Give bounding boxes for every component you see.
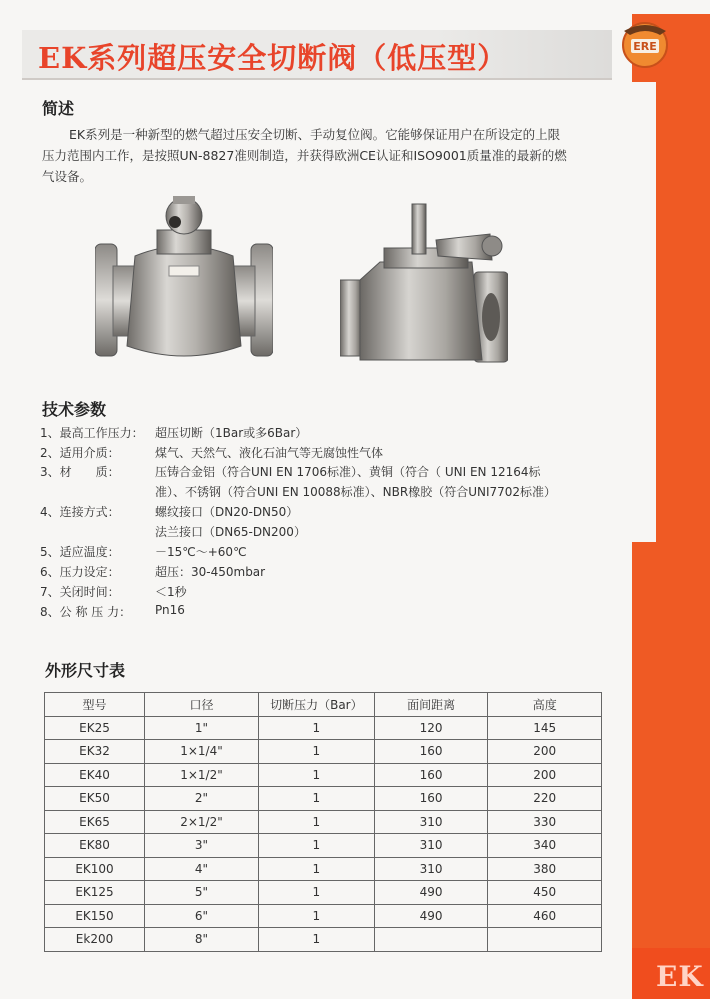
intro-text [42,124,622,187]
spec-label: 3、材 质： [40,465,120,479]
table-cell: 1 [258,904,374,928]
table-cell: 2×1/2" [145,810,259,834]
spec-label: 5、适应温度： [40,545,120,559]
table-cell: 1 [258,787,374,811]
column-header: 型号 [45,693,145,717]
column-header: 面间距离 [374,693,488,717]
table-row [45,763,602,787]
table-cell: EK150 [45,904,145,928]
column-header: 切断压力（Bar） [258,693,374,717]
table-row [45,810,602,834]
table-cell: 1 [258,763,374,787]
page-title: EK系列超压安全切断阀（低压型） [38,41,508,75]
table-cell: Ek200 [45,928,145,952]
intro-line: EK系列是一种新型的燃气超过压安全切断、手动复位阀。它能够保证用户在所设定的上限 [69,127,561,142]
table-cell: 310 [374,810,488,834]
table-header-row [45,693,602,717]
table-cell: 145 [488,716,602,740]
dimensions-table [44,692,602,952]
table-cell: 490 [374,904,488,928]
spec-value: 法兰接口（DN65-DN200） [155,525,306,539]
spec-label: 2、适用介质： [40,446,120,460]
table-row [45,857,602,881]
table-row [45,834,602,858]
table-cell: EK100 [45,857,145,881]
table-cell: 160 [374,763,488,787]
svg-text:ERE: ERE [633,40,657,53]
valve-photo-flanged [340,200,508,368]
table-row [45,716,602,740]
table-cell: 5" [145,881,259,905]
side-band [632,0,710,999]
table-cell: 3" [145,834,259,858]
spec-value: 超压：30-450mbar [155,565,266,579]
table-cell: 1 [258,881,374,905]
table-cell: 380 [488,857,602,881]
intro-heading: 简述 [42,99,75,118]
spec-value: 压铸合金铝（符合UNI EN 1706标准）、黄铜（符合（ UNI EN 12164标 [155,465,541,479]
spec-value: Pn16 [155,603,185,617]
table-cell: 120 [374,716,488,740]
table-cell: 330 [488,810,602,834]
spec-value: －15℃～+60℃ [155,545,247,559]
table-cell: 8" [145,928,259,952]
spec-value: ＜1秒 [155,585,187,599]
table-cell: 1×1/4" [145,740,259,764]
table-row [45,928,602,952]
table-cell: 490 [374,881,488,905]
table-cell: EK125 [45,881,145,905]
table-cell: 1 [258,716,374,740]
table-cell: 160 [374,787,488,811]
table-cell: 1 [258,928,374,952]
table-cell: 1 [258,740,374,764]
intro-line: 气设备。 [42,169,93,184]
table-cell: EK25 [45,716,145,740]
table-cell: 4" [145,857,259,881]
table-cell: 1" [145,716,259,740]
intro-line: 压力范围内工作，是按照UN-8827准则制造，并获得欧洲CE认证和ISO9001质量准的最新的燃 [42,148,567,163]
table-row [45,904,602,928]
table-cell: 340 [488,834,602,858]
table-cell: 200 [488,763,602,787]
table-cell: 220 [488,787,602,811]
table-row [45,881,602,905]
table-cell: 2" [145,787,259,811]
table-cell: EK50 [45,787,145,811]
table-cell: 310 [374,857,488,881]
table-cell: 1×1/2" [145,763,259,787]
table-cell: 460 [488,904,602,928]
footer-label: EK [656,960,704,993]
spec-label: 7、关闭时间： [40,585,120,599]
table-cell: EK40 [45,763,145,787]
table-cell: 1 [258,810,374,834]
table-cell: EK65 [45,810,145,834]
spec-value: 煤气、天然气、液化石油气等无腐蚀性气体 [155,446,384,460]
brand-logo [616,17,674,69]
spec-label: 6、压力设定： [40,565,120,579]
table-cell: 450 [488,881,602,905]
band-notch [632,0,710,14]
table-cell: EK80 [45,834,145,858]
spec-value: 超压切断（1Bar或多6Bar） [155,426,308,440]
spec-value: 准）、不锈钢（符合UNI EN 10088标准）、NBR橡胶（符合UNI7702标准） [155,485,557,499]
spec-value: 螺纹接口（DN20-DN50） [155,505,299,519]
spec-label: 4、连接方式： [40,505,120,519]
table-cell: 160 [374,740,488,764]
valve-photo-threaded [95,196,273,366]
table-row [45,740,602,764]
table-cell [374,928,488,952]
column-header: 口径 [145,693,259,717]
table-cell: 1 [258,834,374,858]
table-cell [488,928,602,952]
dimensions-heading: 外形尺寸表 [45,661,126,680]
table-cell: 310 [374,834,488,858]
table-cell: 1 [258,857,374,881]
table-cell: EK32 [45,740,145,764]
spec-label: 1、最高工作压力： [40,426,144,440]
table-cell: 200 [488,740,602,764]
column-header: 高度 [488,693,602,717]
table-cell: 6" [145,904,259,928]
band-tab [632,82,656,542]
tech-heading: 技术参数 [42,400,107,419]
table-row [45,787,602,811]
spec-label: 8、公 称 压 力： [40,605,132,619]
